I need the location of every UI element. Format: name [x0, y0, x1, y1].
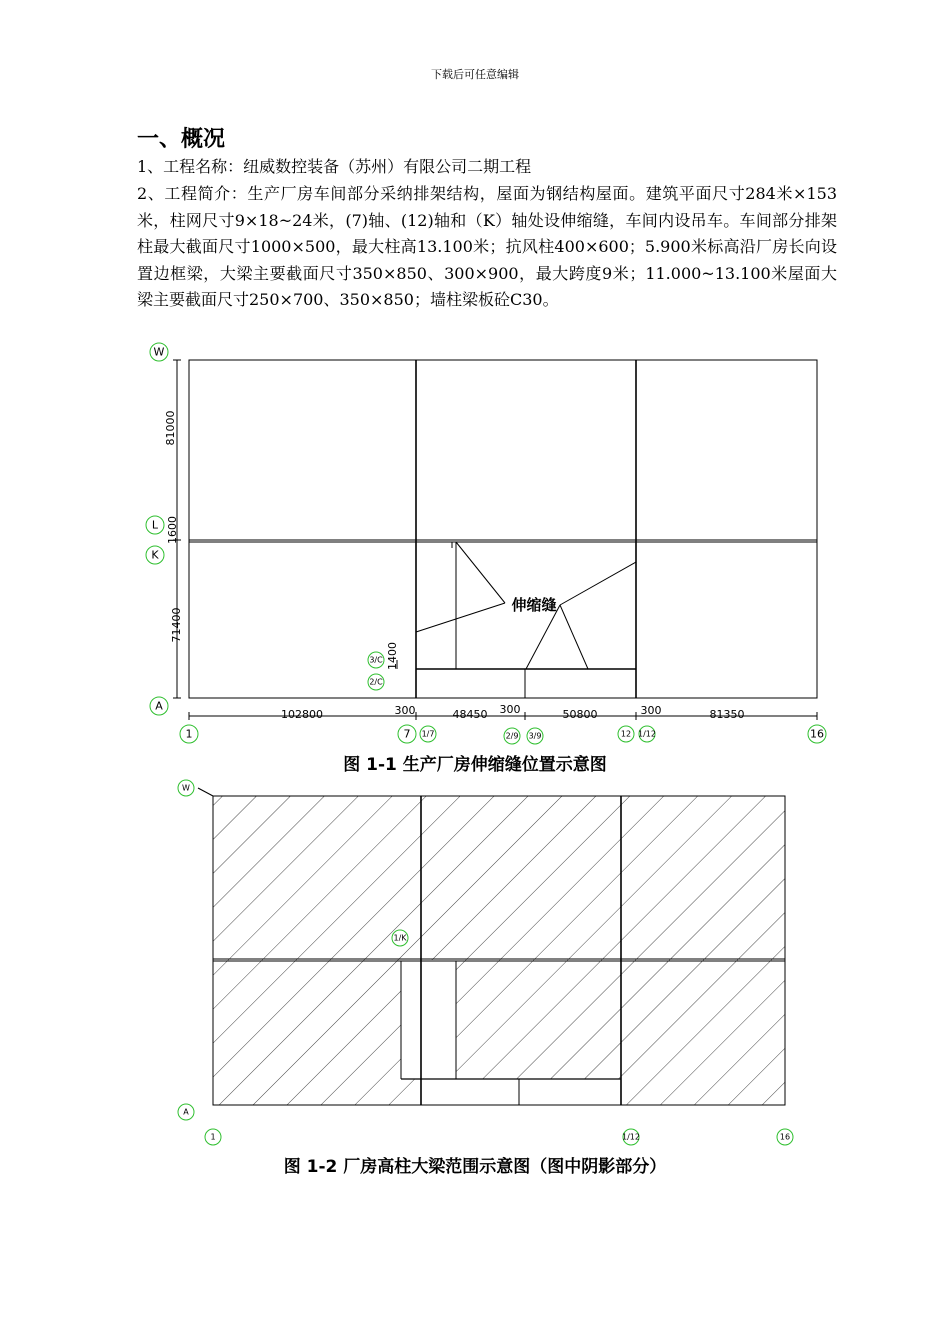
axis-label-W: W	[153, 345, 165, 359]
paragraph-project-summary: 2、工程简介：生产厂房车间部分采纳排架结构，屋面为钢结构屋面。建筑平面尺寸284米×153米，柱网尺寸9×18~24米，(7)轴、(12)轴和（K）轴处设伸缩缝，车间内设吊车。车间部分排架柱最大截面尺寸1000×500，最大柱高13.100米；抗风柱400×600；5.900米标高沿厂房长向设置边框梁，大梁主要截面尺寸350×850、300×900，最大跨度9米；11.000~13.100米屋面大梁主要截面尺寸250×700、350×850；墙柱梁板砼C30。	[137, 184, 837, 309]
hatched-area	[213, 796, 785, 1105]
axis-label-L: L	[151, 518, 159, 532]
dim-102800: 102800	[281, 708, 323, 721]
dim-81000: 81000	[164, 410, 177, 446]
axis-label-W-2: W	[182, 783, 190, 793]
figure-2-caption: 图 1-2 厂房高柱大梁范围示意图（图中阴影部分）	[283, 1157, 667, 1177]
dim-1400: 1400	[386, 642, 399, 670]
axis-label-1-12-2: 1/12	[622, 1132, 640, 1142]
axis-label-K: K	[151, 548, 159, 562]
axis-label-1-2: 1	[210, 1132, 216, 1142]
dim-50800: 50800	[562, 708, 598, 721]
axis-label-3-9: 3/9	[528, 731, 542, 741]
figure-1-caption: 图 1-1 生产厂房伸缩缝位置示意图	[343, 755, 607, 775]
axis-label-A-2: A	[183, 1107, 189, 1117]
expansion-joint-label: 伸缩缝	[511, 596, 557, 614]
axis-label-A: A	[155, 699, 163, 713]
axis-label-12: 12	[620, 729, 632, 739]
section-heading: 一、概况	[137, 127, 226, 152]
high-column-beam-range-figure	[0, 775, 950, 1155]
dim-71400: 71400	[170, 607, 183, 643]
dim-81350: 81350	[709, 708, 745, 721]
axis-label-7: 7	[403, 727, 411, 741]
axis-label-1-7: 1/7	[421, 729, 435, 739]
axis-label-1: 1	[185, 727, 193, 741]
dim-300-c: 300	[640, 704, 662, 717]
dim-300-a: 300	[394, 704, 416, 717]
dim-48450: 48450	[452, 708, 488, 721]
axis-label-1-12: 1/12	[638, 729, 656, 739]
paragraph-project-name: 1、工程名称：纽威数控装备（苏州）有限公司二期工程	[137, 157, 532, 176]
expansion-joint-plan-figure	[0, 340, 950, 750]
axis-label-2C: 2/C	[369, 677, 383, 687]
axis-label-16: 16	[810, 727, 824, 741]
page-header: 下载后可任意编辑	[431, 68, 519, 81]
axis-label-1K: 1/K	[393, 933, 407, 943]
dim-300-b: 300	[499, 703, 521, 716]
dim-1600: 1600	[166, 516, 179, 544]
axis-label-3C: 3/C	[369, 655, 383, 665]
axis-label-16-2: 16	[779, 1132, 791, 1142]
plan-outline	[189, 360, 817, 698]
axis-label-2-9: 2/9	[505, 731, 519, 741]
